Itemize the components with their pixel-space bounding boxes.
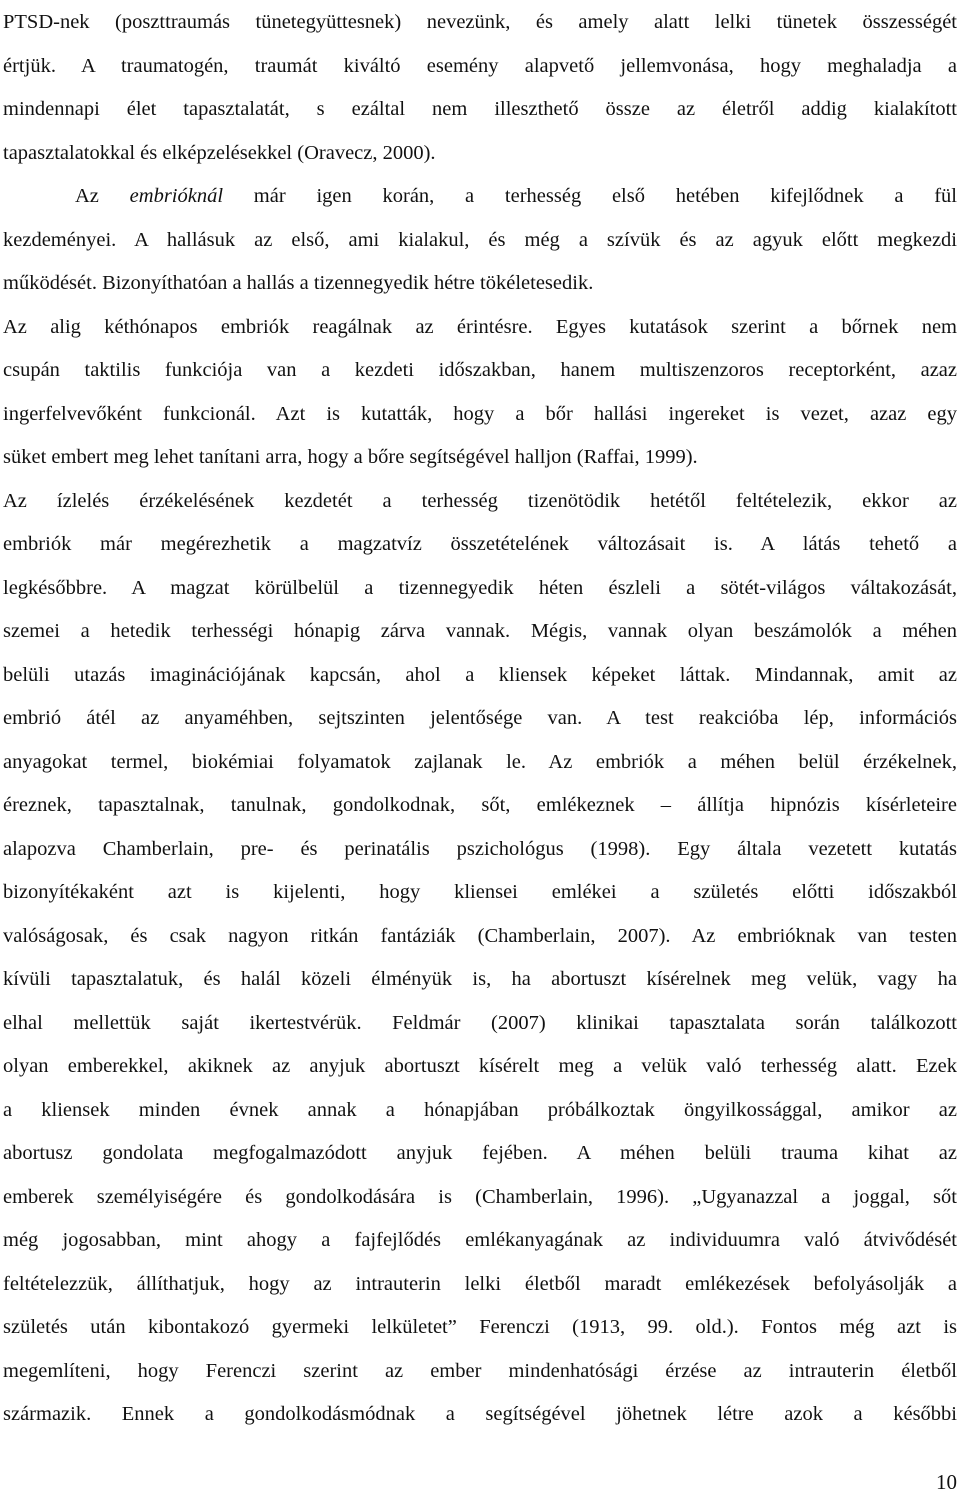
text-line: olyan emberekkel, akiknek az anyjuk abortuszt kísérelt meg a velük való terhesség alatt. Ezek (3, 1055, 957, 1077)
text-line: ingerfelvevőként funkcionál. Azt is kutatták, hogy a bőr hallási ingereket is vezet, azaz egy (3, 403, 957, 425)
text-line: a kliensek minden évnek annak a hónapjában próbálkoztak öngyilkossággal, amikor az (3, 1099, 957, 1121)
text-line: legkésőbbre. A magzat körülbelül a tizennegyedik héten észleli a sötét-világos váltakozását, (3, 577, 957, 599)
text-line: születés után kibontakozó gyermeki lelkületet” Ferenczi (1913, 99. old.). Fontos még azt is (3, 1316, 957, 1338)
text-line: származik. Ennek a gondolkodásmódnak a segítségével jöhetnek létre azok a későbbi (3, 1403, 957, 1425)
text-line: kívüli tapasztalatuk, és halál közeli élményük is, ha abortuszt kísérelnek meg velük, vagy ha (3, 968, 957, 990)
text-line: Az embrióknál már igen korán, a terhesség első hetében kifejlődnek a fül (75, 185, 957, 207)
text-line: elhal mellettük saját ikertestvérük. Feldmár (2007) klinikai tapasztalata során találkozott (3, 1012, 957, 1034)
text-line: Az ízlelés érzékelésének kezdetét a terhesség tizenötödik hetétől feltételezik, ekkor az (3, 490, 957, 512)
text-line: abortusz gondolata megfogalmazódott anyjuk fejében. A méhen belüli trauma kihat az (3, 1142, 957, 1164)
text-line: mindennapi élet tapasztalatát, s ezáltal nem illeszthető össze az életről addig kialakított (3, 98, 957, 120)
text-line: alapozva Chamberlain, pre- és perinatális pszichológus (1998). Egy általa vezetett kutatás (3, 838, 957, 860)
text-line: működését. Bizonyíthatóan a hallás a tizennegyedik hétre tökéletesedik. (3, 272, 594, 294)
text-line: szemei a hetedik terhességi hónapig zárva vannak. Mégis, vannak olyan beszámolók a méhen (3, 620, 957, 642)
text-line: PTSD-nek (poszttraumás tünetegyüttesnek) nevezünk, és amely alatt lelki tünetek összességét (3, 11, 957, 33)
page-number: 10 (936, 1470, 957, 1494)
text-line: emberek személyiségére és gondolkodására is (Chamberlain, 1996). „Ugyanazzal a joggal, sőt (3, 1186, 957, 1208)
text-line: Az alig kéthónapos embriók reagálnak az érintésre. Egyes kutatások szerint a bőrnek nem (3, 316, 957, 338)
text-line: értjük. A traumatogén, traumát kiváltó esemény alapvető jellemvonása, hogy meghaladja a (3, 55, 957, 77)
text-line: még jogosabban, mint ahogy a fajfejlődés emlékanyagának az individuumra való átvivődését (3, 1229, 957, 1251)
text-line: bizonyítékaként azt is kijelenti, hogy kliensei emlékei a születés előtti időszakból (3, 881, 957, 903)
text-line: embriók már megérezhetik a magzatvíz összetételének változásait is. A látás tehető a (3, 533, 957, 555)
text-line: éreznek, tapasztalnak, tanulnak, gondolkodnak, sőt, emlékeznek – állítja hipnózis kísérleteire (3, 794, 957, 816)
text-line: megemlíteni, hogy Ferenczi szerint az ember mindenhatósági érzése az intrauterin életből (3, 1360, 957, 1382)
text-line: kezdeményei. A hallásuk az első, ami kialakul, és még a szívük és az agyuk előtt megkezdi (3, 229, 957, 251)
document-page (3, 0, 957, 1503)
text-line: embrió átél az anyaméhben, sejtszinten jelentősége van. A test reakcióba lép, információs (3, 707, 957, 729)
text-line: tapasztalatokkal és elképzelésekkel (Oravecz, 2000). (3, 142, 436, 164)
text-line: süket embert meg lehet tanítani arra, hogy a bőre segítségével halljon (Raffai, 1999). (3, 446, 698, 468)
text-line: belüli utazás imaginációjának kapcsán, ahol a kliensek képeket láttak. Mindannak, amit az (3, 664, 957, 686)
text-line: anyagokat termel, biokémiai folyamatok zajlanak le. Az embriók a méhen belül érzékelnek, (3, 751, 957, 773)
text-line: valóságosak, és csak nagyon ritkán fantáziák (Chamberlain, 2007). Az embrióknak van testen (3, 925, 957, 947)
text-line: csupán taktilis funkciója van a kezdeti időszakban, hanem multiszenzoros receptorként, azaz (3, 359, 957, 381)
text-line: feltételezzük, állíthatjuk, hogy az intrauterin lelki életből maradt emlékezések befolyásolják a (3, 1273, 957, 1295)
